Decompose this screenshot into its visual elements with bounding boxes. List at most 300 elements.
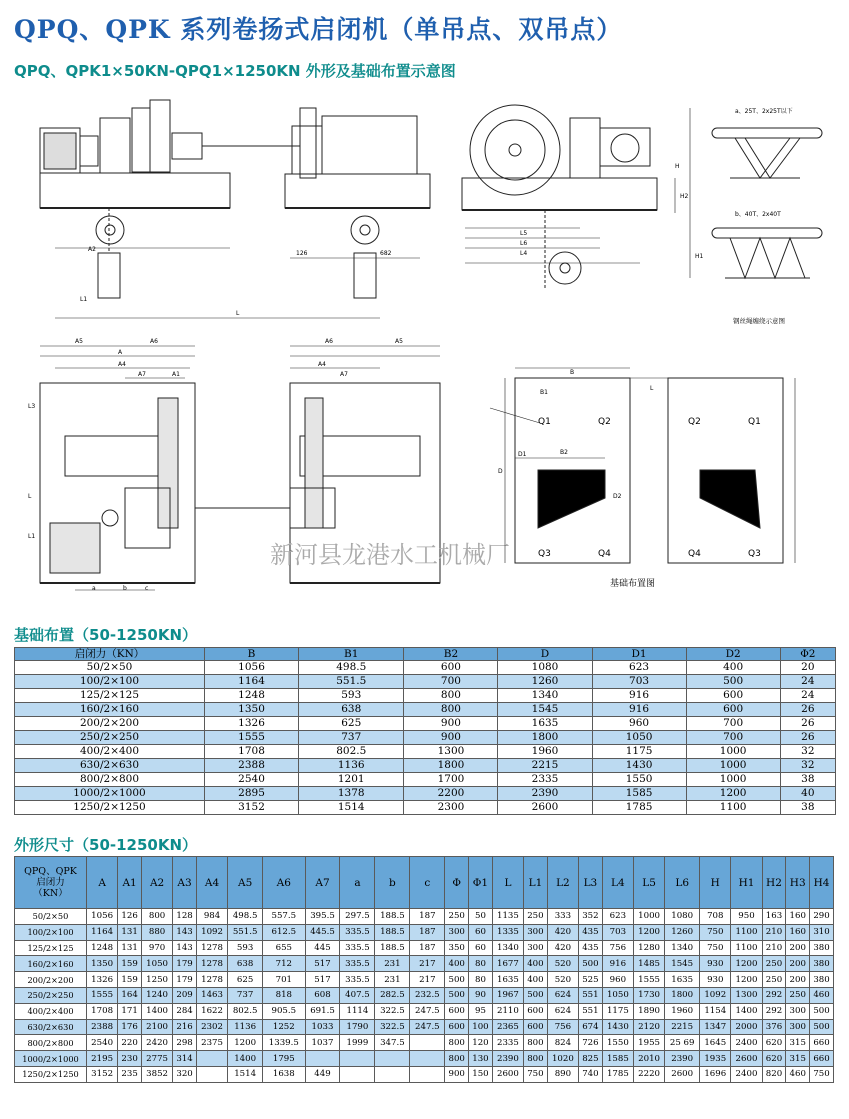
table-row bbox=[15, 940, 834, 956]
table-cell: 90 bbox=[469, 987, 493, 1003]
label-H1: H1 bbox=[695, 253, 704, 260]
table-cell: 160 bbox=[786, 924, 810, 940]
table-cell: 150 bbox=[469, 1066, 493, 1082]
foundation-header-cell: D bbox=[498, 648, 592, 661]
table-cell: 380 bbox=[810, 940, 834, 956]
table-cell: 1200 bbox=[228, 1035, 263, 1051]
foundation-header-cell: D1 bbox=[592, 648, 686, 661]
table-row bbox=[15, 956, 834, 972]
table-cell: 400/2×400 bbox=[15, 1003, 87, 1019]
table-cell: 1890 bbox=[633, 1003, 664, 1019]
plan-view-left bbox=[40, 346, 260, 590]
table-cell: 625 bbox=[299, 717, 404, 731]
table-cell: 703 bbox=[592, 675, 686, 689]
header-line: 启闭力 bbox=[36, 877, 65, 888]
table-cell: 800 bbox=[404, 703, 498, 717]
table-cell bbox=[410, 1051, 445, 1067]
table-cell: 500 bbox=[810, 1019, 834, 1035]
label-c: c bbox=[145, 585, 149, 592]
table-cell: 1080 bbox=[498, 661, 592, 675]
technical-drawing bbox=[0, 78, 849, 618]
table-cell: 1260 bbox=[498, 675, 592, 689]
table-cell: 1000 bbox=[686, 773, 780, 787]
label-L3: L3 bbox=[28, 403, 36, 410]
table-cell: 449 bbox=[305, 1066, 340, 1082]
table-cell: 1635 bbox=[498, 717, 592, 731]
label-L1: L1 bbox=[80, 296, 88, 303]
table-cell: 500 bbox=[810, 1003, 834, 1019]
table-cell: 1730 bbox=[633, 987, 664, 1003]
table-cell: 905.5 bbox=[263, 1003, 305, 1019]
table-cell: 2335 bbox=[492, 1035, 523, 1051]
table-cell: 315 bbox=[786, 1051, 810, 1067]
label-Q3: Q3 bbox=[538, 549, 551, 559]
table-cell: 1790 bbox=[340, 1019, 375, 1035]
foundation-header-cell: 启闭力（KN） bbox=[15, 648, 205, 661]
table-cell bbox=[196, 1066, 227, 1082]
table-cell: 335.5 bbox=[340, 956, 375, 972]
table-cell: 638 bbox=[228, 956, 263, 972]
table-cell: 310 bbox=[810, 924, 834, 940]
table-row bbox=[15, 717, 836, 731]
table-cell: 2388 bbox=[205, 759, 299, 773]
table-cell: 551 bbox=[579, 1003, 603, 1019]
label-Q1-right: Q1 bbox=[748, 417, 761, 427]
table-cell: 130 bbox=[469, 1051, 493, 1067]
table-cell: 216 bbox=[173, 1019, 197, 1035]
dimensions-header-cell: H4 bbox=[810, 857, 834, 909]
table-cell: 984 bbox=[196, 909, 227, 925]
table-cell: 612.5 bbox=[263, 924, 305, 940]
table-cell: 282.5 bbox=[375, 987, 410, 1003]
dimensions-header-cell: H bbox=[700, 857, 731, 909]
label-A1: A1 bbox=[172, 371, 180, 378]
table-cell: 1708 bbox=[87, 1003, 118, 1019]
table-cell: 1326 bbox=[87, 972, 118, 988]
table-cell: 818 bbox=[263, 987, 305, 1003]
table-cell: 500 bbox=[445, 972, 469, 988]
side-view-middle bbox=[228, 108, 430, 298]
dimensions-header-cell: L3 bbox=[579, 857, 603, 909]
table-cell: 1200 bbox=[731, 972, 762, 988]
label-L-plan: L bbox=[28, 493, 32, 500]
table-cell: 1645 bbox=[700, 1035, 731, 1051]
table-cell: 250 bbox=[786, 987, 810, 1003]
table-cell bbox=[410, 1035, 445, 1051]
table-cell: 300 bbox=[524, 940, 548, 956]
foundation-header-cell: B1 bbox=[299, 648, 404, 661]
table-cell: 700 bbox=[404, 675, 498, 689]
dimensions-header-cell: H1 bbox=[731, 857, 762, 909]
table-cell: 160 bbox=[786, 909, 810, 925]
table-cell: 445.5 bbox=[305, 924, 340, 940]
table-cell: 660 bbox=[810, 1035, 834, 1051]
dimensions-header-cell: A4 bbox=[196, 857, 227, 909]
table-cell: 2110 bbox=[492, 1003, 523, 1019]
table-cell: 900 bbox=[445, 1066, 469, 1082]
table-cell: 2215 bbox=[665, 1019, 700, 1035]
table-cell: 407.5 bbox=[340, 987, 375, 1003]
rope-note-a: a、25T、2x25T以下 bbox=[735, 108, 793, 115]
table-cell: 1050 bbox=[602, 987, 633, 1003]
table-cell: 1635 bbox=[665, 972, 700, 988]
table-cell: 960 bbox=[602, 972, 633, 988]
table-cell: 1300 bbox=[404, 745, 498, 759]
table-cell: 1300 bbox=[731, 987, 762, 1003]
table-cell: 691.5 bbox=[305, 1003, 340, 1019]
table-cell: 557.5 bbox=[263, 909, 305, 925]
label-A7: A7 bbox=[138, 371, 146, 378]
table-cell: 200/2×200 bbox=[15, 972, 87, 988]
dimensions-header-cell: A1 bbox=[118, 857, 142, 909]
table-cell: 700 bbox=[686, 717, 780, 731]
table-cell: 802.5 bbox=[228, 1003, 263, 1019]
table-cell: 2010 bbox=[633, 1051, 664, 1067]
table-cell: 1967 bbox=[492, 987, 523, 1003]
table-cell: 100/2×100 bbox=[15, 924, 87, 940]
table-cell: 600 bbox=[445, 1019, 469, 1035]
table-row bbox=[15, 745, 836, 759]
table-cell: 890 bbox=[547, 1066, 578, 1082]
table-row bbox=[15, 689, 836, 703]
table-cell: 1100 bbox=[686, 801, 780, 815]
table-cell: 1463 bbox=[196, 987, 227, 1003]
table-cell: 1550 bbox=[592, 773, 686, 787]
table-cell: 960 bbox=[592, 717, 686, 731]
table-cell: 551 bbox=[579, 987, 603, 1003]
table-row bbox=[15, 661, 836, 675]
table-cell: 60 bbox=[469, 940, 493, 956]
table-row bbox=[15, 1003, 834, 1019]
table-cell: 24 bbox=[780, 675, 835, 689]
table-cell: 916 bbox=[592, 703, 686, 717]
table-cell: 352 bbox=[579, 909, 603, 925]
table-cell: 250 bbox=[524, 909, 548, 925]
table-row bbox=[15, 759, 836, 773]
table-cell: 800 bbox=[445, 1035, 469, 1051]
table-row bbox=[15, 1066, 834, 1082]
foundation-table bbox=[14, 647, 836, 815]
table-cell: 600 bbox=[686, 689, 780, 703]
table-row bbox=[15, 1035, 834, 1051]
dimensions-header-first bbox=[15, 857, 87, 909]
table-cell: 300 bbox=[786, 1003, 810, 1019]
table-cell: 1785 bbox=[602, 1066, 633, 1082]
table-cell: 1485 bbox=[633, 956, 664, 972]
table-cell: 3152 bbox=[87, 1066, 118, 1082]
table-cell bbox=[340, 1051, 375, 1067]
table-cell: 800 bbox=[445, 1051, 469, 1067]
table-cell: 187 bbox=[410, 924, 445, 940]
table-cell: 800 bbox=[404, 689, 498, 703]
table-cell: 1280 bbox=[633, 940, 664, 956]
table-cell: 737 bbox=[228, 987, 263, 1003]
table-cell: 593 bbox=[299, 689, 404, 703]
table-cell: 300 bbox=[786, 1019, 810, 1035]
table-cell: 750 bbox=[524, 1066, 548, 1082]
table-cell bbox=[305, 1051, 340, 1067]
table-cell: 2195 bbox=[87, 1051, 118, 1067]
table-row bbox=[15, 924, 834, 940]
table-cell: 250/2×250 bbox=[15, 731, 205, 745]
table-row bbox=[15, 1051, 834, 1067]
table-cell: 703 bbox=[602, 924, 633, 940]
foundation-header-cell: B bbox=[205, 648, 299, 661]
label-B2: B2 bbox=[560, 449, 568, 456]
table-cell: 335.5 bbox=[340, 940, 375, 956]
table-cell: 200 bbox=[786, 956, 810, 972]
table-cell: 1677 bbox=[492, 956, 523, 972]
table-cell: 655 bbox=[263, 940, 305, 956]
table-cell: 551.5 bbox=[228, 924, 263, 940]
table-cell: 600 bbox=[404, 661, 498, 675]
table-cell: 2600 bbox=[492, 1066, 523, 1082]
dimensions-header-cell: L1 bbox=[524, 857, 548, 909]
table-row bbox=[15, 1019, 834, 1035]
table-cell: 25 69 bbox=[665, 1035, 700, 1051]
table-cell: 2388 bbox=[87, 1019, 118, 1035]
table-cell: 623 bbox=[592, 661, 686, 675]
table-cell: 247.5 bbox=[410, 1019, 445, 1035]
table-cell: 500 bbox=[445, 987, 469, 1003]
table-cell: 1248 bbox=[87, 940, 118, 956]
label-L-foundation: L bbox=[650, 385, 654, 392]
table-cell: 2365 bbox=[492, 1019, 523, 1035]
table-cell: 50/2×50 bbox=[15, 909, 87, 925]
table-cell: 100 bbox=[469, 1019, 493, 1035]
table-cell: 400 bbox=[686, 661, 780, 675]
table-cell: 320 bbox=[173, 1066, 197, 1082]
rope-winding-sketch bbox=[712, 128, 822, 278]
dimensions-header-cell: A6 bbox=[263, 857, 305, 909]
table-cell: 292 bbox=[762, 987, 786, 1003]
table-cell: 217 bbox=[410, 972, 445, 988]
table-cell: 80 bbox=[469, 956, 493, 972]
table-cell: 1056 bbox=[205, 661, 299, 675]
table-cell: 250/2×250 bbox=[15, 987, 87, 1003]
table-cell: 1400 bbox=[731, 1003, 762, 1019]
table-cell: 250 bbox=[445, 909, 469, 925]
label-H2: H2 bbox=[680, 193, 689, 200]
table-cell: 2220 bbox=[633, 1066, 664, 1082]
table-row bbox=[15, 801, 836, 815]
table-cell: 800 bbox=[524, 1051, 548, 1067]
table-cell: 1800 bbox=[665, 987, 700, 1003]
table-cell: 2200 bbox=[404, 787, 498, 801]
table-cell: 600 bbox=[686, 703, 780, 717]
table-cell: 40 bbox=[780, 787, 835, 801]
table-cell: 2000 bbox=[731, 1019, 762, 1035]
header-line: QPQ、QPK bbox=[24, 866, 77, 877]
table-cell: 435 bbox=[579, 924, 603, 940]
table-cell: 1175 bbox=[602, 1003, 633, 1019]
table-cell: 551.5 bbox=[299, 675, 404, 689]
table-cell: 600 bbox=[445, 1003, 469, 1019]
label-Q4: Q4 bbox=[598, 549, 611, 559]
table-cell: 232.5 bbox=[410, 987, 445, 1003]
table-cell: 1201 bbox=[299, 773, 404, 787]
table-cell: 1000 bbox=[633, 909, 664, 925]
label-D: D bbox=[498, 468, 503, 475]
table-cell: 623 bbox=[602, 909, 633, 925]
table-cell: 701 bbox=[263, 972, 305, 988]
table-cell: 625 bbox=[228, 972, 263, 988]
table-cell: 1092 bbox=[700, 987, 731, 1003]
label-126: 126 bbox=[296, 250, 308, 257]
table-cell: 290 bbox=[810, 909, 834, 925]
table-cell: 1000 bbox=[686, 759, 780, 773]
table-cell: 930 bbox=[700, 972, 731, 988]
table-cell: 210 bbox=[762, 924, 786, 940]
table-cell: 1696 bbox=[700, 1066, 731, 1082]
table-cell: 322.5 bbox=[375, 1003, 410, 1019]
table-cell: 380 bbox=[810, 956, 834, 972]
table-cell: 2100 bbox=[141, 1019, 172, 1035]
table-cell: 126 bbox=[118, 909, 142, 925]
table-cell: 292 bbox=[762, 1003, 786, 1019]
table-cell: 620 bbox=[762, 1035, 786, 1051]
table-cell: 179 bbox=[173, 972, 197, 988]
table-cell: 1350 bbox=[205, 703, 299, 717]
dimensions-header-cell: A3 bbox=[173, 857, 197, 909]
table-cell: 520 bbox=[547, 972, 578, 988]
label-B1: B1 bbox=[540, 389, 548, 396]
table-cell: 916 bbox=[592, 689, 686, 703]
table-cell: 1555 bbox=[633, 972, 664, 988]
table-cell: 300 bbox=[524, 924, 548, 940]
table-cell: 800/2×800 bbox=[15, 1035, 87, 1051]
dimensions-header-cell: A bbox=[87, 857, 118, 909]
table-cell: 916 bbox=[602, 956, 633, 972]
table-cell: 624 bbox=[547, 1003, 578, 1019]
table-cell: 179 bbox=[173, 956, 197, 972]
table-row bbox=[15, 773, 836, 787]
table-cell bbox=[340, 1066, 375, 1082]
table-cell: 1200 bbox=[633, 924, 664, 940]
table-cell: 231 bbox=[375, 972, 410, 988]
table-cell: 120 bbox=[469, 1035, 493, 1051]
table-cell: 400 bbox=[524, 972, 548, 988]
table-cell: 1935 bbox=[700, 1051, 731, 1067]
table-cell: 3852 bbox=[141, 1066, 172, 1082]
table-cell: 460 bbox=[786, 1066, 810, 1082]
table-cell: 2400 bbox=[731, 1066, 762, 1082]
table-cell: 1430 bbox=[592, 759, 686, 773]
table-cell: 143 bbox=[173, 924, 197, 940]
table-row bbox=[15, 909, 834, 925]
table-cell: 2335 bbox=[498, 773, 592, 787]
end-view bbox=[462, 105, 690, 288]
table-cell: 800/2×800 bbox=[15, 773, 205, 787]
label-B: B bbox=[570, 369, 575, 376]
label-A5-left: A5 bbox=[75, 338, 83, 345]
table-cell: 802.5 bbox=[299, 745, 404, 759]
table-cell: 1278 bbox=[196, 972, 227, 988]
table-row bbox=[15, 675, 836, 689]
table-cell: 1800 bbox=[404, 759, 498, 773]
table-cell: 176 bbox=[118, 1019, 142, 1035]
table-cell: 500 bbox=[686, 675, 780, 689]
table-cell: 50/2×50 bbox=[15, 661, 205, 675]
table-cell: 1278 bbox=[196, 940, 227, 956]
dimensions-header-cell: L6 bbox=[665, 857, 700, 909]
rope-caption: 钢丝绳缠绕示意图 bbox=[733, 317, 785, 325]
table-cell: 2390 bbox=[498, 787, 592, 801]
table-cell: 880 bbox=[141, 924, 172, 940]
table-cell: 1260 bbox=[665, 924, 700, 940]
table-cell: 500 bbox=[579, 956, 603, 972]
table-cell: 1175 bbox=[592, 745, 686, 759]
label-Q3-right: Q3 bbox=[748, 549, 761, 559]
table-cell: 350 bbox=[445, 940, 469, 956]
table-cell: 322.5 bbox=[375, 1019, 410, 1035]
table-cell: 2400 bbox=[731, 1035, 762, 1051]
header-line: （KN） bbox=[33, 888, 68, 899]
table-cell: 825 bbox=[579, 1051, 603, 1067]
table-cell: 400 bbox=[524, 956, 548, 972]
table-cell: 950 bbox=[731, 909, 762, 925]
table-cell: 26 bbox=[780, 703, 835, 717]
table-cell: 1000 bbox=[686, 745, 780, 759]
table-cell: 500 bbox=[524, 987, 548, 1003]
table-cell: 750 bbox=[700, 924, 731, 940]
foundation-table-header bbox=[15, 648, 836, 661]
table-cell: 517 bbox=[305, 956, 340, 972]
table-cell: 400 bbox=[445, 956, 469, 972]
dimensions-header-cell: H3 bbox=[786, 857, 810, 909]
table-cell: 1136 bbox=[299, 759, 404, 773]
table-cell: 435 bbox=[579, 940, 603, 956]
label-L4: L4 bbox=[520, 250, 528, 257]
table-cell: 284 bbox=[173, 1003, 197, 1019]
label-A5-mid: A5 bbox=[395, 338, 403, 345]
dimensions-header-cell: b bbox=[375, 857, 410, 909]
table-cell: 756 bbox=[602, 940, 633, 956]
table-cell: 1795 bbox=[263, 1051, 305, 1067]
dimensions-header-cell: L bbox=[492, 857, 523, 909]
table-cell: 26 bbox=[780, 731, 835, 745]
table-cell: 740 bbox=[579, 1066, 603, 1082]
table-cell: 2390 bbox=[492, 1051, 523, 1067]
label-a: a bbox=[92, 585, 96, 592]
table-cell: 1000/2×1000 bbox=[15, 1051, 87, 1067]
table-cell: 314 bbox=[173, 1051, 197, 1067]
table-cell: 520 bbox=[547, 956, 578, 972]
table-cell: 235 bbox=[118, 1066, 142, 1082]
table-cell: 630/2×630 bbox=[15, 1019, 87, 1035]
dimensions-table-body bbox=[15, 909, 834, 1083]
table-cell: 1400 bbox=[228, 1051, 263, 1067]
table-cell: 1100 bbox=[731, 924, 762, 940]
table-cell bbox=[410, 1066, 445, 1082]
table-cell: 1020 bbox=[547, 1051, 578, 1067]
table-cell: 737 bbox=[299, 731, 404, 745]
table-cell: 750 bbox=[810, 1066, 834, 1082]
table-cell: 1033 bbox=[305, 1019, 340, 1035]
table-cell: 1514 bbox=[228, 1066, 263, 1082]
table-cell: 900 bbox=[404, 731, 498, 745]
table-cell: 230 bbox=[118, 1051, 142, 1067]
table-cell: 1252 bbox=[263, 1019, 305, 1035]
dimensions-header-cell: H2 bbox=[762, 857, 786, 909]
table-cell: 20 bbox=[780, 661, 835, 675]
table-cell: 630/2×630 bbox=[15, 759, 205, 773]
table-cell: 1347 bbox=[700, 1019, 731, 1035]
table-cell: 160/2×160 bbox=[15, 703, 205, 717]
table-cell: 131 bbox=[118, 924, 142, 940]
table-cell: 171 bbox=[118, 1003, 142, 1019]
dimensions-header-cell: Φ bbox=[445, 857, 469, 909]
